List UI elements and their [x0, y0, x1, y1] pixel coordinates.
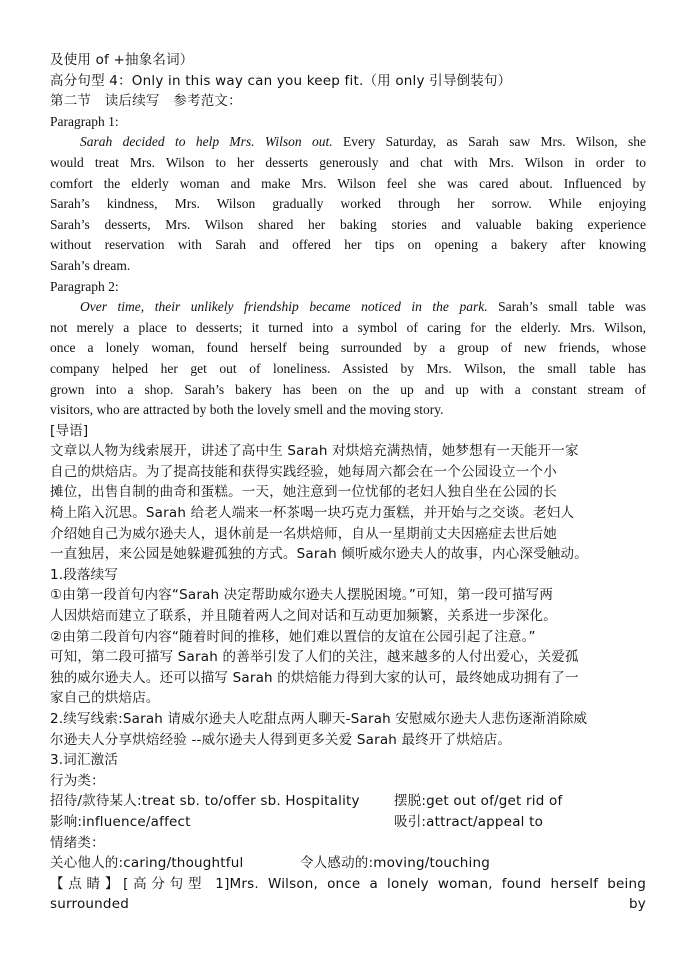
vocab-row: [50, 791, 646, 812]
section-title: 第二节 读后续写 参考范文：: [50, 93, 242, 110]
guide-line: 自己的烘焙店。为了提高技能和获得实践经验，她每周六都会在一个公园设立一个小: [50, 463, 557, 480]
paragraph-2-line: grown into a shop. Sarah’s bakery has been on the up and up with a constant stream of: [50, 381, 646, 397]
vocab-treat: 招待/款待某人:treat sb. to/offer sb. Hospitality: [50, 793, 360, 810]
section-1-title: 1.段落续写: [50, 566, 119, 583]
vocab-row: [50, 853, 646, 874]
section-2-line: 2.续写线索:Sarah 请威尔逊夫人吃甜点两人聊天-Sarah 安慰威尔逊夫人悲伤逐渐消除威: [50, 711, 588, 727]
section-1-line: 可知，第二段可描写 Sarah 的善举引发了人们的关注，越来越多的人付出爱心，关爱孤: [50, 649, 579, 666]
paragraph-2-line-0: Sarah’s small table was: [487, 299, 646, 315]
paragraph-1-line: comfort the elderly woman and make Mrs. Wilson feel she was cared about. Influenced by: [50, 175, 646, 191]
paragraph-2-line: company helped her get out of loneliness. Assisted by Mrs. Wilson, the small table has: [50, 360, 646, 376]
paragraph-1-line: would treat Mrs. Wilson to her desserts generously and chat with Mrs. Wilson in order to: [50, 154, 646, 170]
guide-line: 文章以人物为线索展开，讲述了高中生 Sarah 对烘焙充满热情，她梦想有一天能开一家: [50, 443, 579, 460]
paragraph-1-first-line: [50, 132, 646, 153]
section-1-line: 独的威尔逊夫人。还可以描写 Sarah 的烘焙能力得到大家的认可，最终她成功拥有了一: [50, 669, 579, 686]
vocab-get-out-of: 摆脱:get out of/get rid of: [394, 793, 563, 810]
guide-line: 椅上陷入沉思。Sarah 给老人端来一杯茶喝一块巧克力蛋糕，并开始与之交谈。老妇人: [50, 505, 575, 522]
section-3-title: 3.词汇激活: [50, 752, 119, 769]
vocab-attract: 吸引:attract/appeal to: [394, 813, 544, 830]
paragraph-2-line: once a lonely woman, found herself being surrounded by a group of new friends, whose: [50, 340, 646, 356]
section-2-line: 尔逊夫人分享烘焙经验 --威尔逊夫人得到更多关爱 Sarah 最终开了烘焙店。: [50, 731, 512, 748]
vocab-caring: 关心他人的:caring/thoughtful: [50, 855, 244, 872]
guide-line: 摊位，出售自制的曲奇和蛋糕。一天，她注意到一位忧郁的老妇人独自坐在公园的长: [50, 484, 557, 501]
guide-line: 介绍她自己为威尔逊夫人，退休前是一名烘焙师，自从一星期前丈夫因癌症去世后她: [50, 525, 557, 542]
high-score-pattern-4: 高分句型 4：Only in this way can you keep fit.（用 only 引导倒装句）: [50, 72, 512, 89]
paragraph-2-lead: Over time, their unlikely friendship became noticed in the park.: [80, 299, 488, 315]
paragraph-2-line: visitors, who are attracted by both the lovely smell and the moving story.: [50, 402, 444, 418]
category-emotion: 情绪类：: [50, 834, 105, 851]
vocab-influence: 影响:influence/affect: [50, 813, 191, 830]
section-1-line: 家自己的烘焙店。: [50, 690, 160, 707]
vocab-moving: 令人感动的:moving/touching: [300, 855, 491, 872]
paragraph-2-label: Paragraph 2:: [50, 278, 119, 294]
vocab-row: [50, 812, 646, 833]
document-page: [50, 50, 646, 915]
paragraph-2-first-line: [50, 297, 646, 318]
section-1-line: 人因烘焙而建立了联系，并且随着两人之间对话和互动更加频繁，关系进一步深化。: [50, 608, 557, 625]
section-1-line: ②由第二段首句内容“随着时间的推移，她们难以置信的友谊在公园引起了注意。”: [50, 628, 536, 645]
guide-label: [导语]: [50, 422, 89, 439]
paragraph-2-line: not merely a place to desserts; it turned into a symbol of caring for the elderly. Mrs. Wilson,: [50, 319, 646, 335]
guide-line: 一直独居，来公园是她躲避孤独的方式。Sarah 倾听威尔逊夫人的故事，内心深受触动。: [50, 546, 588, 563]
section-1-line: ①由第一段首句内容“Sarah 决定帮助威尔逊夫人摆脱困境。”可知，第一段可描写两: [50, 587, 554, 604]
paragraph-1-line: without reservation with Sarah and offered her tips on opening a bakery after knowing: [50, 237, 646, 253]
paragraph-1-line-0: Every Saturday, as Sarah saw Mrs. Wilson, she: [332, 134, 646, 150]
paragraph-1-line: Sarah’s desserts, Mrs. Wilson shared her baking stories and valuable baking experience: [50, 216, 646, 232]
paragraph-1-label: Paragraph 1:: [50, 113, 119, 129]
paragraph-1-line: Sarah’s dream.: [50, 257, 131, 273]
highlight-line: 【点睛】[高分句型 1]Mrs. Wilson, once a lonely woman, found herself being surrounded by: [50, 875, 646, 913]
line-of-abstract-noun: 及使用 of +抽象名词）: [50, 52, 194, 68]
paragraph-1-lead: Sarah decided to help Mrs. Wilson out.: [80, 134, 333, 150]
category-behavior: 行为类：: [50, 772, 105, 789]
paragraph-1-line: Sarah’s kindness, Mrs. Wilson gradually worked through her sorrow. While enjoying: [50, 196, 646, 212]
